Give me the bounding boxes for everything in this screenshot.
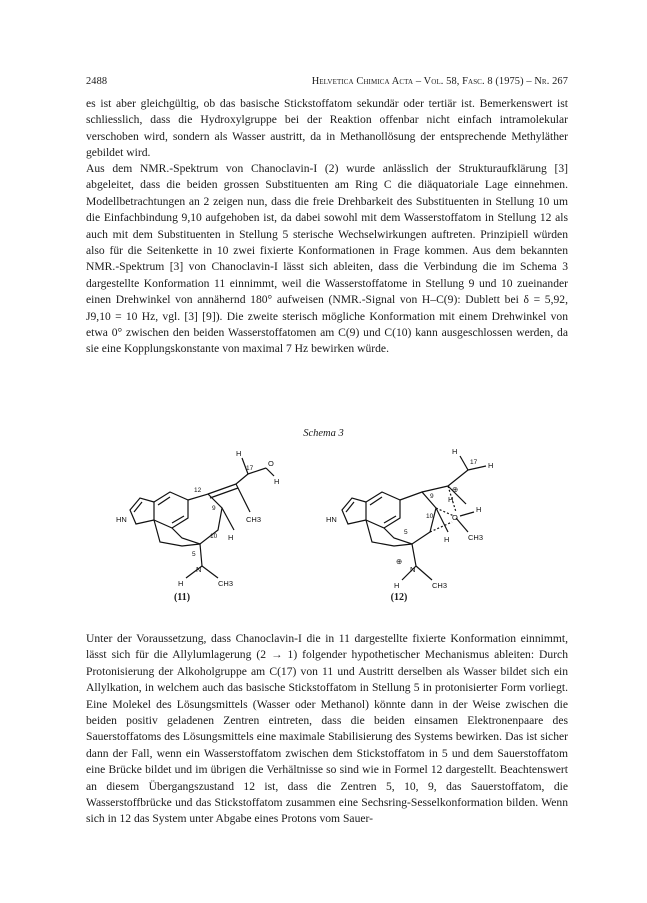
- structure-12: [326, 447, 493, 590]
- page-number: 2488: [86, 76, 108, 87]
- atom-hn-11: HN: [116, 515, 127, 524]
- scheme-3-structures: [96, 446, 556, 614]
- atom-h-n-11: H: [178, 579, 184, 588]
- atom-h-17b-12: H: [488, 461, 494, 470]
- structure-11: [116, 449, 279, 588]
- atom-ch3-side-12: CH3: [468, 533, 484, 542]
- pos-10-12: 10: [426, 513, 434, 520]
- atom-hn-12: HN: [326, 515, 337, 524]
- atom-h-n-12: H: [394, 581, 400, 590]
- atom-n-11: N: [196, 565, 202, 574]
- atom-h-17a-11: H: [236, 449, 242, 458]
- atom-h-17a-12: H: [452, 447, 458, 456]
- pos-5-12: 5: [404, 529, 408, 536]
- atom-h-9-12: H: [448, 495, 454, 504]
- atom-ch3-side-11: CH3: [246, 515, 262, 524]
- atom-h-oh-11: H: [274, 477, 280, 486]
- atom-h-10-11: H: [228, 533, 234, 542]
- atom-ch3-n-12: CH3: [432, 581, 448, 590]
- structure-label-11: (11): [173, 592, 191, 603]
- pos-5-11: 5: [192, 551, 196, 558]
- cation-plus-12: ⊕: [452, 485, 459, 494]
- pos-9-12: 9: [430, 493, 434, 500]
- atom-o-12: O: [452, 513, 458, 522]
- atom-h-10-12: H: [444, 535, 450, 544]
- pos-10-11: 10: [210, 533, 218, 540]
- atom-ch3-n-11: CH3: [218, 579, 234, 588]
- atom-o-11: O: [268, 459, 274, 468]
- paragraph-3: Unter der Voraussetzung, dass Chanoclavin-I die in 11 dargestellte fixierte Konformation einnimmt, lässt sich für die Allylumlagerung (2 → 1) folgender hypothetischer Mechanismus ableiten: Durch Protonisierung der Alkoholgruppe am C(17) von 11 und Austritt derselben als Wasser bildet sich ein Allylkation, in welchem auch das basische Stickstoffatom in Stellung 5 in protonisierter Form vorliegt. Eine Molekel des Lösungsmittels (Wasser oder Methanol) könnte dann in der Weise zwischen die beiden positiv geladenen Zentren eintreten, dass die beiden einsamen Elektronenpaare des Sauerstoffatoms des Lösungsmittels eine maximale Stabilisierung des Systems bewirken. Das ist sicher dann der Fall, wenn ein Wasserstoffatom zwischen dem Stickstoffatom in 5 und dem Sauerstoffatom eine Brücke bildet und im übrigen die Verhältnisse so sind wie in Formel 12 dargestellt. Beachtenswert an diesem Übergangszustand 12 ist, dass die Zentren 5, 10, 9, das Sauerstoffatom, die Wasserstoffbrücke und das Stickstoffatom zusammen eine Sechsring-Sesselkonformation bilden. Wenn sich in 12 das System unter Abgabe eines Protons vom Sauer-: [86, 632, 568, 826]
- scheme-caption: Schema 3: [303, 428, 344, 439]
- page-header: [86, 76, 568, 92]
- atom-h-o-12: H: [476, 505, 482, 514]
- structure-label-12: (12): [390, 592, 408, 603]
- paragraph-1: es ist aber gleichgültig, ob das basische Stickstoffatom sekundär oder tertiär ist. Bemerkenswert ist schliesslich, dass die Hydroxylgruppe bei der Reaktion offenbar nicht einfach intramolekular verschoben wird, sondern als Wasser austritt, da in Methanollösung der entsprechende Methyläther gebildet wird.: [86, 97, 568, 160]
- journal-running-title: Helvetica Chimica Acta – Vol. 58, Fasc. 8 (1975) – Nr. 267: [311, 76, 568, 87]
- paragraph-2: Aus dem NMR.-Spektrum von Chanoclavin-I (2) wurde anlässlich der Strukturaufklärung [3] abgeleitet, dass die beiden grossen Substituenten am Ring C die diäquatoriale Lage einnehmen. Modellbetrachtungen an 2 zeigen nun, dass die freie Drehbarkeit des Substituenten in Stellung 10 um die Einfachbindung 9,10 aufgehoben ist, da dabei sowohl mit dem Wasserstoffatom in Stellung 12 als auch mit dem Substituenten in Stellung 5 sterische Wechselwirkungen auftreten. Prinzipiell würden also für die Seitenkette in 10 zwei fixierte Konformationen in Frage kommen. Aus dem bekannten NMR.-Spektrum [3] von Chanoclavin-I lässt sich ableiten, dass die Verbindung die im Schema 3 dargestellte Konformation 11 einnimmt, weil die Wasserstoffatome in Stellung 9 und 10 zueinander einen Drehwinkel von annähernd 180° aufweisen (NMR.-Signal von H–C(9): Dublett bei δ = 5,92, J9,10 = 10 Hz, vgl. [3] [9]). Die zweite sterisch mögliche Konformation mit einem Drehwinkel von etwa 0° zwischen den beiden Wasserstoffatomen am C(9) und C(10) kann ausgeschlossen werden, da sie eine Kopplungskonstante von maximal 7 Hz bewirken würde.: [86, 162, 568, 356]
- pos-9-11: 9: [212, 505, 216, 512]
- pos-12-11: 12: [194, 487, 202, 494]
- pos-17-12: 17: [470, 459, 478, 466]
- atom-n-12: N: [410, 565, 416, 574]
- ammonium-plus-12: ⊕: [396, 557, 403, 566]
- pos-17-11: 17: [246, 465, 254, 472]
